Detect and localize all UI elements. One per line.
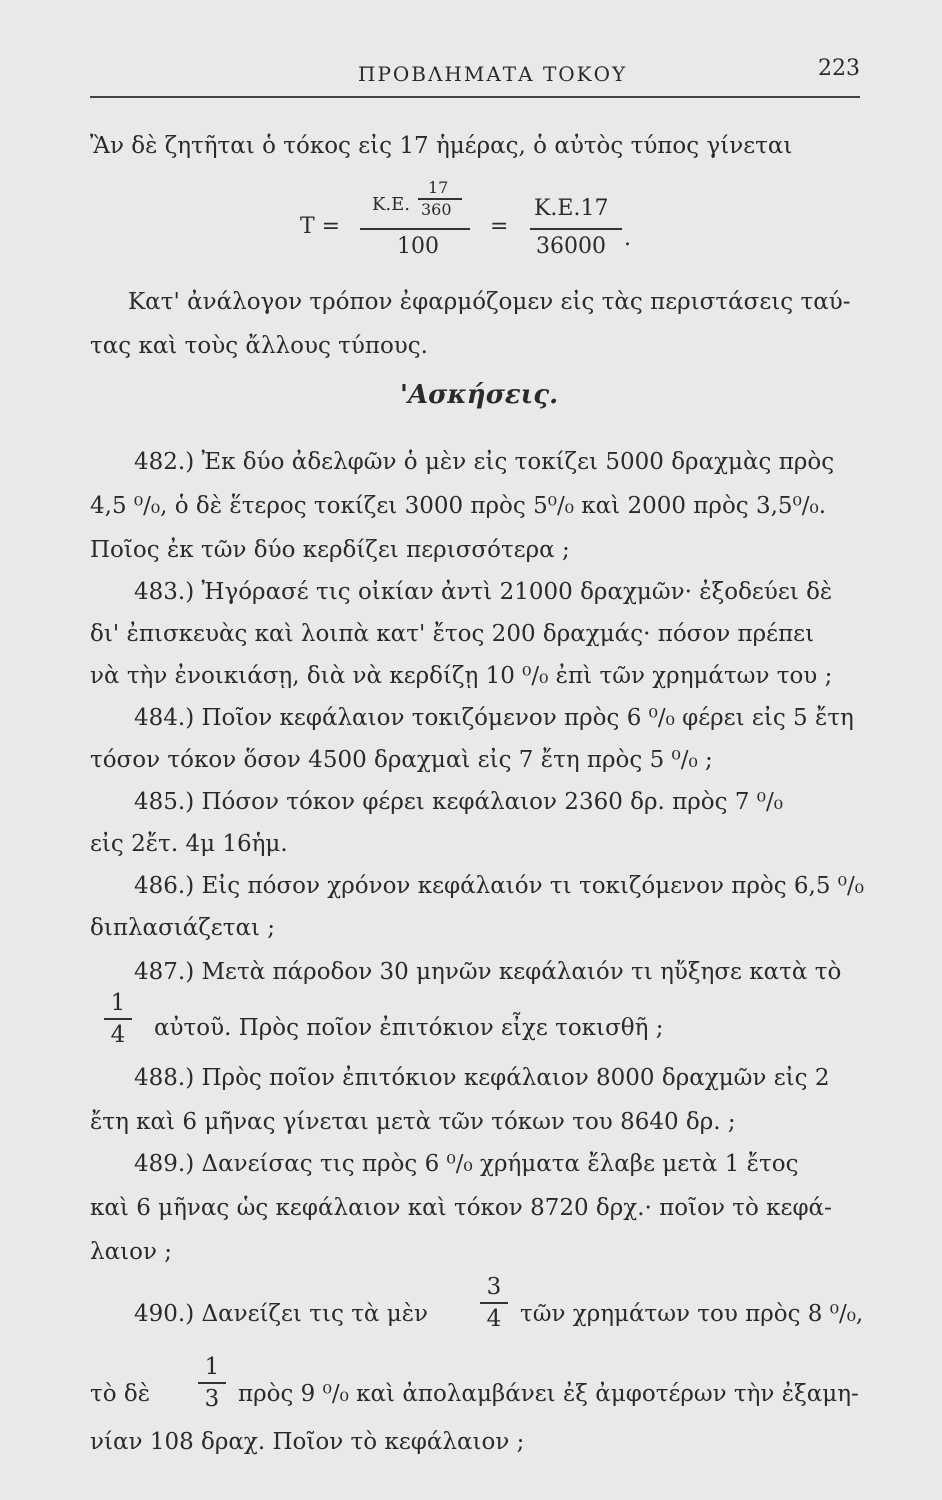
exercise-487-line-1: 487.) Μετὰ πάροδον 30 μηνῶν κεφάλαιόν τι ηὔξησε κατὰ τὸ <box>134 959 842 985</box>
exercise-486-line-2: διπλασιάζεται ; <box>90 915 276 941</box>
fraction-numerator: 1 <box>204 1354 220 1380</box>
fraction-bar <box>104 1018 132 1020</box>
exercise-489-line-2: καὶ 6 μῆνας ὡς κεφάλαιον καὶ τόκον 8720 δρχ.· ποῖον τὸ κεφά- <box>90 1195 832 1221</box>
fraction-one-third <box>198 1354 226 1412</box>
fraction-denominator: 4 <box>486 1306 502 1332</box>
fraction-numerator: 3 <box>486 1274 502 1300</box>
running-head-title: ΠΡΟΒΛΗΜΑΤΑ ΤΟΚΟΥ <box>358 62 628 86</box>
exercise-482-line-3: Ποῖος ἐκ τῶν δύο κερδίζει περισσότερα ; <box>90 537 570 563</box>
exercise-488-line-1: 488.) Πρὸς ποῖον ἐπιτόκιον κεφάλαιον 8000 δραχμῶν εἰς 2 <box>134 1065 830 1091</box>
exercise-489-line-3: λαιον ; <box>90 1239 173 1265</box>
exercise-490-line-3: νίαν 108 δραχ. Ποῖον τὸ κεφάλαιον ; <box>90 1429 525 1455</box>
fraction-one-quarter <box>104 990 132 1048</box>
fraction-denominator: 4 <box>110 1022 126 1048</box>
fraction-three-quarters <box>480 1274 508 1332</box>
intro-line-1: Ἂν δὲ ζητῆται ὁ τόκος εἰς 17 ἡμέρας, ὁ αὐτὸς τύπος γίνεται <box>90 133 793 159</box>
interest-formula <box>300 178 660 267</box>
page-number: 223 <box>818 56 860 81</box>
formula-inner-numerator: K.E. <box>372 194 411 215</box>
exercise-490-line-1a: 490.) Δανείζει τις τὰ μὲν <box>134 1301 429 1327</box>
fraction-bar <box>480 1302 508 1304</box>
formula-equals: = <box>490 214 509 239</box>
exercise-483-line-1: 483.) Ἠγόρασέ τις οἰκίαν ἀντὶ 21000 δραχμῶν· ἐξοδεύει δὲ <box>134 579 833 605</box>
formula-main-fraction-bar <box>360 228 470 230</box>
formula-period: . <box>624 226 631 251</box>
exercise-484-line-2: τόσον τόκον ὅσον 4500 δραχμαὶ εἰς 7 ἔτη πρὸς 5 ⁰/₀ ; <box>90 747 713 773</box>
exercise-483-line-3: νὰ τὴν ἐνοικιάσῃ, διὰ νὰ κερδίζῃ 10 ⁰/₀ ἐπὶ τῶν χρημάτων του ; <box>90 663 833 689</box>
formula-lhs: T = <box>300 214 341 239</box>
exercise-490-line-1b: τῶν χρημάτων του πρὸς 8 ⁰/₀, <box>520 1301 864 1327</box>
intro-line-3: τας καὶ τοὺς ἄλλους τύπους. <box>90 333 428 359</box>
exercise-483-line-2: δι' ἐπισκευὰς καὶ λοιπὰ κατ' ἔτος 200 δραχμάς· πόσον πρέπει <box>90 621 815 647</box>
exercise-482-line-1: 482.) Ἐκ δύο ἀδελφῶν ὁ μὲν εἰς τοκίζει 5000 δραχμὰς πρὸς <box>134 449 835 475</box>
exercise-488-line-2: ἔτη καὶ 6 μῆνας γίνεται μετὰ τῶν τόκων του 8640 δρ. ; <box>90 1109 736 1135</box>
exercise-487-line-2: αὐτοῦ. Πρὸς ποῖον ἐπιτόκιον εἶχε τοκισθῆ ; <box>154 1015 664 1041</box>
formula-rhs-denominator: 36000 <box>536 234 606 259</box>
fraction-numerator: 1 <box>110 990 126 1016</box>
formula-rhs-fraction-bar <box>530 228 622 230</box>
formula-small-denominator: 360 <box>421 200 452 219</box>
exercise-482-line-2: 4,5 ⁰/₀, ὁ δὲ ἕτερος τοκίζει 3000 πρὸς 5⁰/₀ καὶ 2000 πρὸς 3,5⁰/₀. <box>90 493 827 519</box>
exercise-485-line-1: 485.) Πόσον τόκον φέρει κεφάλαιον 2360 δρ. πρὸς 7 ⁰/₀ <box>134 789 783 815</box>
exercise-486-line-1: 486.) Εἰς πόσον χρόνον κεφάλαιόν τι τοκιζόμενον πρὸς 6,5 ⁰/₀ <box>134 873 864 899</box>
exercise-490-line-2a: τὸ δὲ <box>90 1381 151 1407</box>
running-head <box>90 56 860 102</box>
exercise-490-line-2b: πρὸς 9 ⁰/₀ καὶ ἀπολαμβάνει ἐξ ἀμφοτέρων τὴν ἐξαμη- <box>238 1381 859 1407</box>
formula-rhs-numerator: K.E.17 <box>534 196 609 221</box>
exercise-484-line-1: 484.) Ποῖον κεφάλαιον τοκιζόμενον πρὸς 6 ⁰/₀ φέρει εἰς 5 ἔτη <box>134 705 854 731</box>
intro-line-2: Κατ' ἀνάλογον τρόπον ἐφαρμόζομεν εἰς τὰς περιστάσεις ταύ- <box>128 289 851 315</box>
exercise-489-line-1: 489.) Δανείσας τις πρὸς 6 ⁰/₀ χρήματα ἔλαβε μετὰ 1 ἔτος <box>134 1151 799 1177</box>
fraction-denominator: 3 <box>204 1386 220 1412</box>
exercise-485-line-2: εἰς 2ἔτ. 4μ 16ἡμ. <box>90 831 288 857</box>
fraction-bar <box>198 1382 226 1384</box>
formula-small-numerator: 17 <box>428 178 449 197</box>
section-title: 'Ασκήσεις. <box>400 380 559 410</box>
header-rule <box>90 96 860 98</box>
formula-denominator: 100 <box>397 234 439 259</box>
